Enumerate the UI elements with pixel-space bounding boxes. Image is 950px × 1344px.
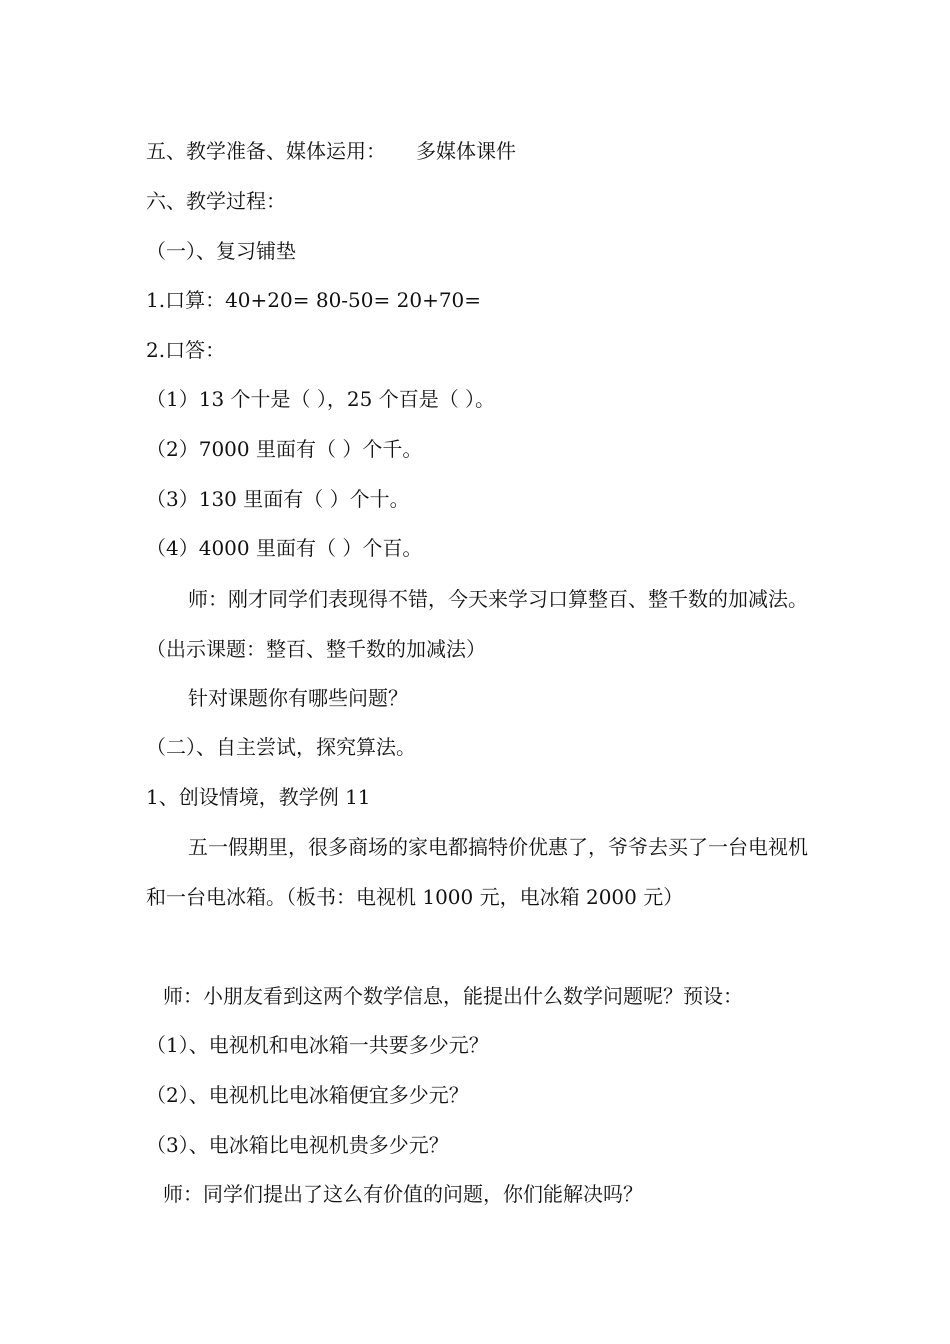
preset-question-1: （1）、电视机和电冰箱一共要多少元？ — [146, 1033, 489, 1057]
teacher-closing-line: 师：同学们提出了这么有价值的问题，你们能解决吗？ — [163, 1182, 643, 1206]
teacher-paragraph-1 — [146, 575, 808, 674]
section-six-heading: 六、教学过程： — [146, 189, 286, 213]
section-five-value: 多媒体课件 — [416, 139, 516, 163]
question-item-1: （1）13 个十是（ ），25 个百是（ ）。 — [146, 387, 496, 411]
teacher-paragraph-1-text: 师：刚才同学们表现得不错，今天来学习口算整百、整千数的加减法。（出示课题：整百、整千数的加减法） — [146, 587, 808, 661]
question-item-4: （4）4000 里面有（ ）个百。 — [146, 536, 423, 560]
scenario-paragraph-text: 五一假期里，很多商场的家电都搞特价优惠了，爷爷去买了一台电视机和一台电冰箱。（板书：电视机 1000 元，电冰箱 2000 元） — [146, 835, 808, 909]
subsection-one-heading: （一）、复习铺垫 — [146, 239, 296, 263]
preset-question-2: （2）、电视机比电冰箱便宜多少元？ — [146, 1083, 469, 1107]
question-item-3: （3）130 里面有（ ）个十。 — [146, 487, 410, 511]
subsection-two-heading: （二）、自主尝试，探究算法。 — [146, 735, 416, 759]
topic-question-line: 针对课题你有哪些问题？ — [188, 686, 408, 710]
section-five-label: 五、教学准备、媒体运用： — [146, 139, 386, 163]
example-heading: 1、创设情境，教学例 11 — [146, 785, 371, 809]
section-five-heading — [146, 139, 808, 163]
question-item-2: （2）7000 里面有（ ）个千。 — [146, 437, 423, 461]
oral-answer-heading: 2.口答： — [146, 338, 226, 362]
oral-calc-line: 1.口算：40+20= 80-50= 20+70= — [146, 288, 482, 312]
scenario-paragraph — [146, 823, 808, 922]
teacher-prompt-line: 师：小朋友看到这两个数学信息，能提出什么数学问题呢？预设： — [163, 984, 743, 1008]
preset-question-3: （3）、电冰箱比电视机贵多少元？ — [146, 1133, 449, 1157]
